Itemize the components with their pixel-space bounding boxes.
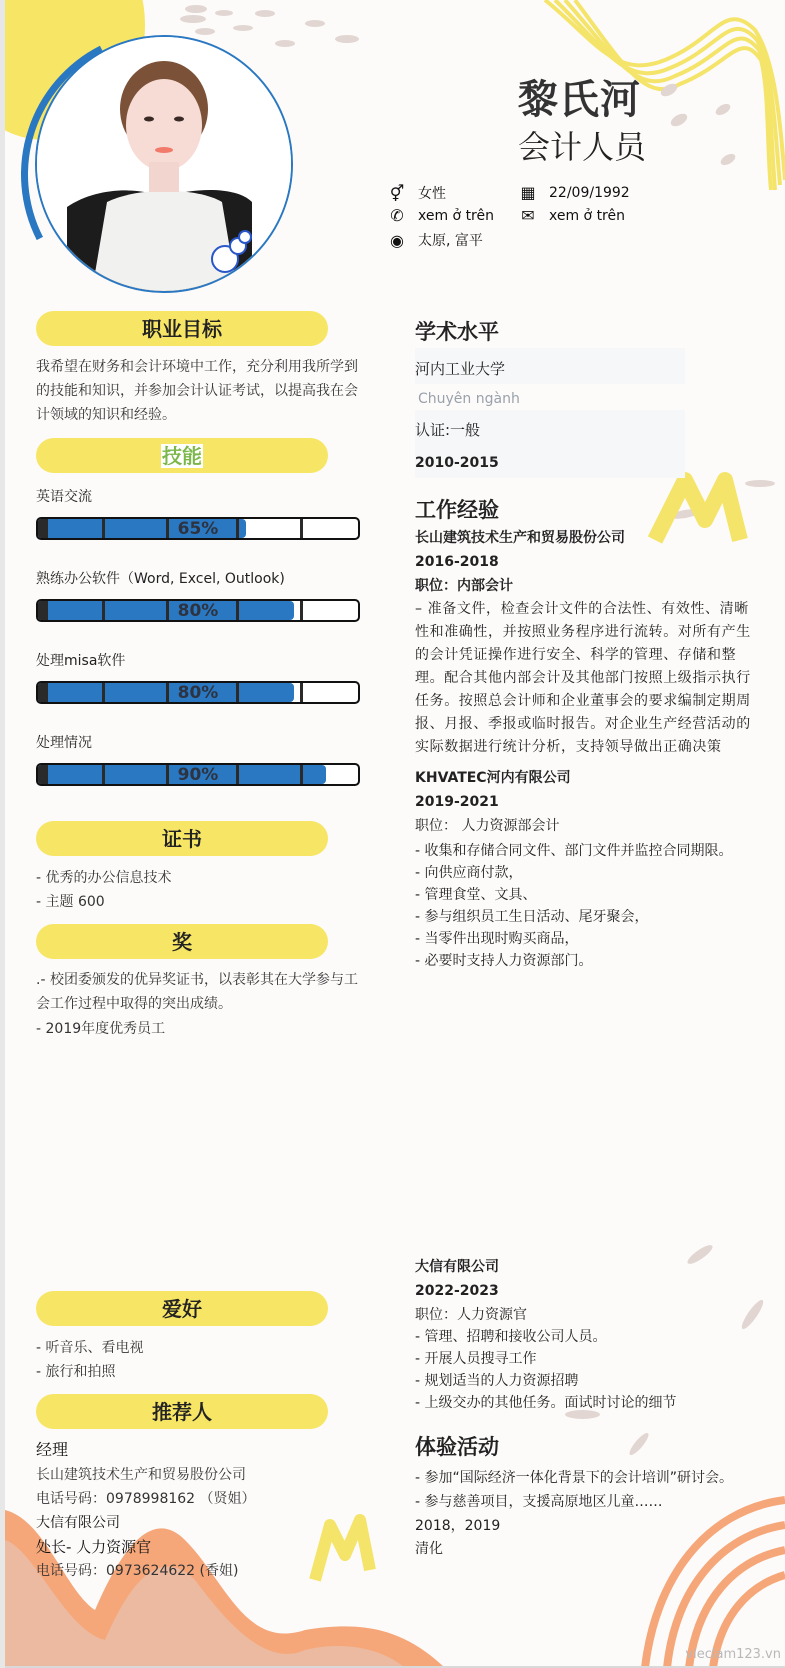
dot-decoration [185, 5, 207, 13]
skill-label: 英语交流 [36, 489, 92, 505]
dot-decoration [180, 15, 206, 23]
job-detail: - 必要时支持人力资源部门。 [415, 953, 593, 969]
activity-line: 清化 [415, 1541, 443, 1557]
job-detail: - 上级交办的其他任务。面试时讨论的细节 [415, 1395, 677, 1411]
candidate-name: 黎氏河 [518, 77, 641, 123]
resume-page [5, 0, 785, 1668]
job-position: 职位：内部会计 [415, 578, 513, 594]
phone-value: xem ở trên [418, 207, 494, 224]
section-title-experience: 工作经验 [415, 498, 499, 522]
education-major-placeholder: Chuyên ngành [418, 391, 520, 407]
section-title-objective: 职业目标 [36, 311, 328, 346]
job-detail: - 参与组织员工生日活动、尾牙聚会， [415, 909, 649, 925]
email-info [517, 206, 625, 225]
birthdate-value: 22/09/1992 [549, 184, 630, 201]
skills-title-text: 技能 [162, 444, 202, 468]
dot-decoration [627, 1431, 651, 1458]
job-detail: – 准备文件，检查会计文件的合法性、有效性、清晰性和准确性，并按照业务程序进行流转。对所有产生的会计凭证操作进行安全、科学的管理、存储和整理。配合其他内部会计及其他部门按照上级指示执行任务。按照总会计师和企业董事会的要求编制定期周报、月报、季报或临时报告。对企业生产经营活动的实际数据进行统计分析，支持领导做出正确决策 [415, 601, 751, 755]
gender-info [386, 183, 446, 203]
skill-label: 处理情况 [36, 735, 92, 751]
job-title: 会计人员 [518, 128, 647, 166]
skill-bar [36, 681, 360, 704]
calendar-icon: ▦ [520, 183, 536, 202]
location-icon: ◉ [390, 230, 404, 250]
activity-line: 2018，2019 [415, 1518, 501, 1534]
skill-bar [36, 763, 360, 786]
reference-line: 电话号码：0973624622 (香姐) [36, 1563, 239, 1579]
profile-photo [35, 35, 293, 293]
email-value: xem ở trên [549, 207, 625, 224]
dot-decoration [233, 25, 253, 31]
dot-decoration [305, 20, 325, 27]
section-title-certificates: 证书 [36, 821, 328, 856]
job-years: 2022-2023 [415, 1283, 499, 1299]
skill-label: 熟练办公软件（Word, Excel, Outlook) [36, 571, 285, 587]
section-title-references: 推荐人 [36, 1394, 328, 1429]
education-degree: 认证:一般 [415, 421, 481, 439]
dot-decoration [255, 10, 275, 17]
skill-bar [36, 517, 360, 540]
job-detail: - 收集和存储合同文件、部门文件并监控合同期限。 [415, 843, 733, 859]
job-detail: - 向供应商付款， [415, 865, 523, 881]
skill-percent: 90% [177, 765, 219, 785]
skill-label: 处理misa软件 [36, 653, 126, 669]
reference-line: 大信有限公司 [36, 1515, 120, 1531]
gender-value: 女性 [418, 186, 446, 202]
objective-text: 我希望在财务和会计环境中工作，充分利用我所学到的技能和知识，并参加会计认证考试，以提高我在会计领域的知识和经验。 [36, 359, 358, 423]
portrait-illustration [37, 37, 291, 291]
activity-line: - 参加“国际经济一体化背景下的会计培训”研讨会。 [415, 1470, 734, 1486]
job-years: 2016-2018 [415, 554, 499, 570]
bubble-decoration [238, 230, 252, 244]
reference-line: 经理 [36, 1440, 69, 1459]
dot-decoration [215, 10, 233, 16]
job-detail: - 当零件出现时购买商品， [415, 931, 579, 947]
hobby-item: - 听音乐、看电视 [36, 1340, 144, 1356]
reference-line: 电话号码：0978998162 （贤姐） [36, 1491, 256, 1507]
phone-icon: ✆ [390, 206, 404, 225]
section-title-awards: 奖 [36, 924, 328, 959]
job-position: 职位： 人力资源部会计 [415, 818, 560, 834]
job-years: 2019-2021 [415, 794, 499, 810]
dot-decoration [335, 35, 359, 43]
location-value: 太原, 富平 [418, 233, 483, 249]
activity-line: - 参与慈善项目，支援高原地区儿童…… [415, 1494, 663, 1510]
gender-icon: ⚥ [389, 183, 405, 203]
skill-percent: 80% [177, 601, 219, 621]
job-detail: - 管理食堂、文具、 [415, 887, 537, 903]
location-info [386, 230, 483, 250]
education-years: 2010-2015 [415, 455, 499, 471]
section-title-skills [36, 438, 328, 473]
job-company: 大信有限公司 [415, 1259, 499, 1275]
award-item: .- 校团委颁发的优异奖证书，以表彰其在大学参与工会工作过程中取得的突出成绩。 [36, 972, 358, 1012]
watermark: vieclam123.vn [685, 1647, 781, 1662]
birthdate-info [517, 183, 630, 202]
email-icon: ✉ [521, 206, 535, 225]
section-title-hobbies: 爱好 [36, 1291, 328, 1326]
section-title-activities: 体验活动 [415, 1435, 499, 1459]
skill-bar [36, 599, 360, 622]
section-title-education: 学术水平 [415, 320, 499, 344]
phone-info [386, 206, 494, 225]
skill-percent: 65% [177, 519, 219, 539]
education-school: 河内工业大学 [415, 360, 506, 378]
reference-line: 处长- 人力资源官 [36, 1538, 152, 1556]
job-detail: - 管理、招聘和接收公司人员。 [415, 1329, 607, 1345]
job-company: 长山建筑技术生产和贸易股份公司 [415, 530, 625, 546]
hobby-item: - 旅行和拍照 [36, 1364, 116, 1380]
job-detail: - 规划适当的人力资源招聘 [415, 1373, 579, 1389]
award-item: - 2019年度优秀员工 [36, 1021, 166, 1037]
job-position: 职位：人力资源官 [415, 1307, 527, 1323]
job-detail: - 开展人员搜寻工作 [415, 1351, 537, 1367]
certificate-item: - 优秀的办公信息技术 [36, 870, 172, 886]
job-company: KHVATEC河内有限公司 [415, 770, 571, 786]
reference-line: 长山建筑技术生产和贸易股份公司 [36, 1467, 246, 1483]
certificate-item: - 主题 600 [36, 894, 105, 910]
skill-percent: 80% [177, 683, 219, 703]
